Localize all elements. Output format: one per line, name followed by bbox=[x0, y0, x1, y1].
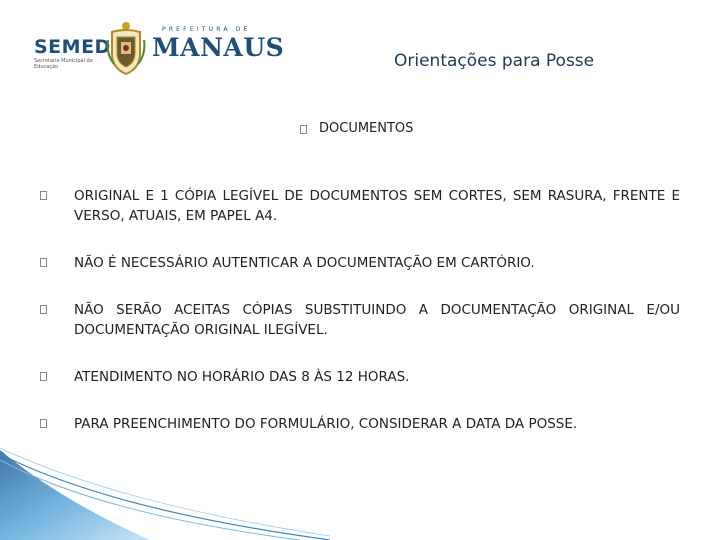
semed-logo-name: SEMED bbox=[34, 36, 111, 58]
list-item-text: ATENDIMENTO NO HORÁRIO DAS 8 ÀS 12 HORAS. bbox=[74, 369, 410, 385]
checkbox-square-icon bbox=[40, 305, 47, 314]
checkbox-square-icon bbox=[40, 191, 47, 200]
page-title: Orientações para Posse bbox=[394, 51, 595, 71]
checkbox-square-icon bbox=[40, 419, 47, 428]
section-heading-text: DOCUMENTOS bbox=[319, 121, 414, 136]
list-item-text: PARA PREENCHIMENTO DO FORMULÁRIO, CONSIDERAR A DATA DA POSSE. bbox=[74, 416, 578, 432]
list-item-text: NÃO É NECESSÁRIO AUTENTICAR A DOCUMENTAÇÃO EM CARTÓRIO. bbox=[74, 255, 535, 271]
manaus-logo-small-text: PREFEITURA DE bbox=[162, 26, 251, 33]
checkbox-square-icon bbox=[40, 258, 47, 267]
manaus-logo-name: MANAUS bbox=[152, 33, 285, 62]
decorative-corner bbox=[0, 440, 330, 540]
list-item-text: NÃO SERÃO ACEITAS CÓPIAS SUBSTITUINDO A DOCUMENTAÇÃO ORIGINAL E/OU DOCUMENTAÇÃO ORIGINAL ILEGÍVEL. bbox=[74, 302, 680, 338]
checkbox-square-icon bbox=[40, 372, 47, 381]
semed-logo-subtitle: Secretaria Municipal de Educação bbox=[34, 58, 93, 70]
list-item-text: ORIGINAL E 1 CÓPIA LEGÍVEL DE DOCUMENTOS SEM CORTES, SEM RASURA, FRENTE E VERSO, ATUAIS, EM PAPEL A4. bbox=[74, 188, 680, 224]
